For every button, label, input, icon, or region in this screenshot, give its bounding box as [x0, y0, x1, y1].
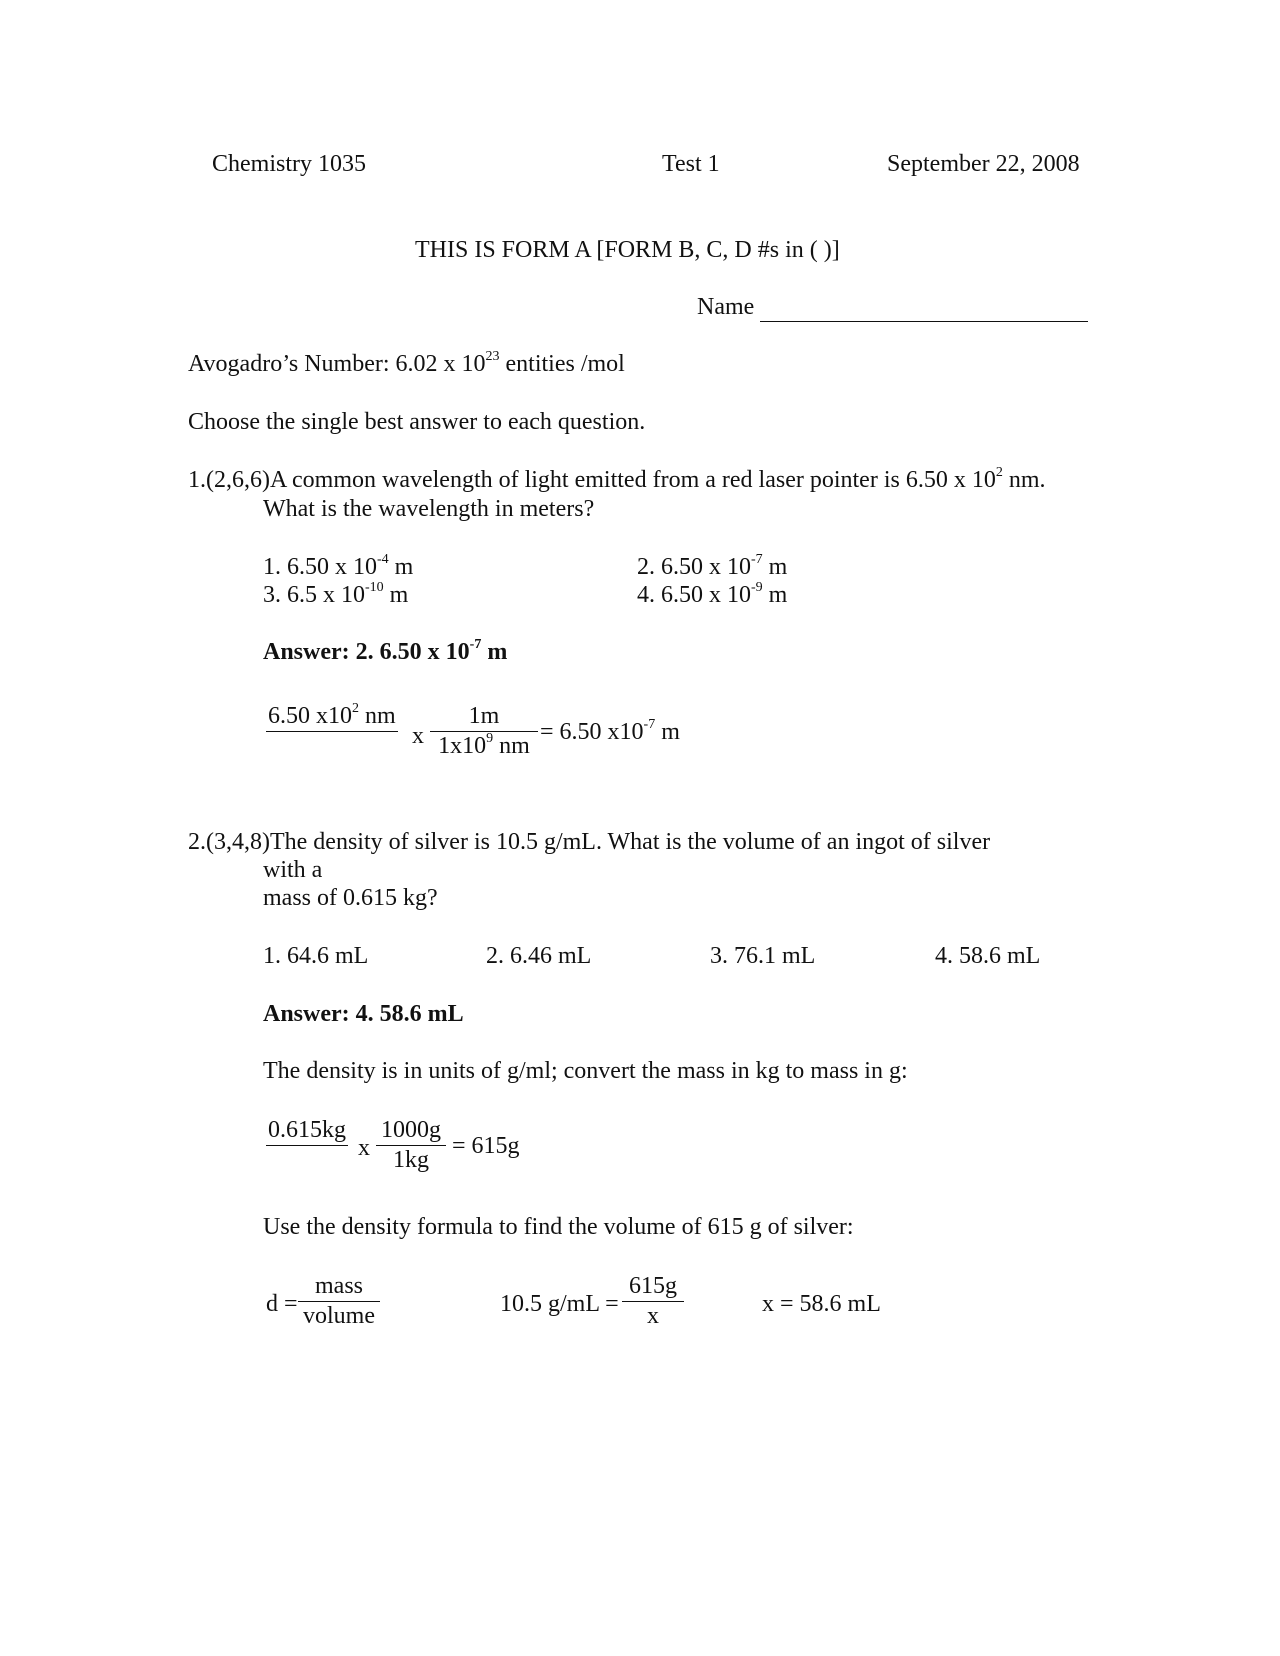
q2-stem-line1: 2.(3,4,8)The density of silver is 10.5 g/mL. What is the volume of an ingot of silver	[188, 829, 991, 855]
q2-explain-1: The density is in units of g/ml; convert the mass in kg to mass in g:	[263, 1058, 908, 1084]
course-title: Chemistry 1035	[212, 151, 366, 177]
q1-answer-base: Answer: 2. 6.50 x 10	[263, 639, 470, 665]
q1-calc-result-base: = 6.50 x10	[540, 719, 644, 745]
q1-calc-num1-unit: nm	[359, 703, 396, 729]
q2-choice-3[interactable]: 3. 76.1 mL	[710, 943, 816, 969]
q1-choice-2-unit: m	[762, 554, 788, 580]
q1-choice-4-exp: -9	[751, 580, 763, 595]
q1-answer	[263, 638, 507, 667]
q2-calc1-fraction-1	[266, 1116, 348, 1174]
q1-calc-denominator-2	[436, 732, 532, 761]
q1-calc-numerator-2: 1m	[468, 703, 500, 729]
q1-calc-num1-base: 6.50 x10	[268, 703, 352, 729]
q1-answer-unit: m	[481, 639, 508, 665]
test-title: Test 1	[662, 151, 720, 177]
q2-formula-lhs: d =	[266, 1291, 298, 1317]
q1-choice-3-unit: m	[383, 582, 409, 608]
instructions: Choose the single best answer to each question.	[188, 409, 646, 435]
q1-choice-4-unit: m	[762, 582, 788, 608]
name-field	[697, 293, 1088, 322]
q1-calc-den2-exp: 9	[486, 730, 494, 746]
name-label: Name	[697, 294, 755, 320]
avogadro-unit: entities /mol	[499, 351, 625, 377]
q2-explain-2: Use the density formula to find the volume of 615 g of silver:	[263, 1214, 854, 1240]
q1-calc-den2-base: 1x10	[438, 732, 487, 759]
q1-calc-result-unit: m	[655, 719, 680, 745]
q1-stem-line2: What is the wavelength in meters?	[263, 496, 595, 522]
q1-choice-1[interactable]	[263, 553, 413, 582]
test-date: September 22, 2008	[887, 151, 1080, 177]
q1-calc-times: x	[412, 723, 424, 749]
q1-calc-result	[540, 718, 680, 747]
q1-choice-3[interactable]	[263, 581, 408, 610]
avogadro-label: Avogadro’s Number: 6.02 x 10	[188, 351, 486, 377]
q1-calc-fraction-1	[266, 702, 398, 760]
q2-choice-2[interactable]: 2. 6.46 mL	[486, 943, 592, 969]
q2-substitution-numerator: 615g	[629, 1273, 677, 1299]
q2-stem-line2: with a	[263, 857, 323, 883]
q1-calc-denominator-1	[330, 732, 334, 760]
q1-choice-1-exp: -4	[377, 552, 389, 567]
q2-stem-line3: mass of 0.615 kg?	[263, 885, 438, 911]
q1-calc-den2-unit: nm	[493, 732, 530, 759]
q1-stem-unit: nm.	[1002, 467, 1046, 493]
q2-formula-fraction	[298, 1272, 380, 1331]
q2-substitution-lhs: 10.5 g/mL =	[500, 1291, 619, 1317]
q2-formula-denominator: volume	[303, 1302, 375, 1329]
q1-calc-num1-exp: 2	[352, 701, 359, 716]
q1-stem-exponent: 2	[995, 465, 1003, 480]
avogadro-exponent: 23	[485, 349, 500, 364]
q1-choice-1-unit: m	[388, 554, 414, 580]
q1-choice-2[interactable]	[637, 553, 787, 582]
q2-calc1-numerator-1: 0.615kg	[268, 1117, 346, 1143]
q2-substitution-fraction	[622, 1272, 684, 1331]
q2-choice-1[interactable]: 1. 64.6 mL	[263, 943, 369, 969]
q2-calc1-denominator-1	[305, 1146, 309, 1174]
form-notice: THIS IS FORM A [FORM B, C, D #s in ( )]	[415, 237, 840, 263]
q2-calc1-result: = 615g	[452, 1133, 520, 1159]
q1-calc-fraction-2	[430, 702, 538, 761]
q2-final-result: x = 58.6 mL	[762, 1291, 881, 1317]
q2-calc1-denominator-2: 1kg	[393, 1146, 429, 1173]
q1-choice-3-base: 3. 6.5 x 10	[263, 582, 365, 608]
q2-formula-numerator: mass	[315, 1273, 363, 1299]
q1-choice-2-base: 2. 6.50 x 10	[637, 554, 751, 580]
avogadro-number	[188, 350, 625, 379]
q2-substitution-denominator: x	[647, 1302, 659, 1329]
q1-choice-3-exp: -10	[365, 580, 384, 595]
q2-answer: Answer: 4. 58.6 mL	[263, 1001, 464, 1027]
q2-calc1-fraction-2	[376, 1116, 446, 1175]
q1-choice-4[interactable]	[637, 581, 787, 610]
q2-choice-4[interactable]: 4. 58.6 mL	[935, 943, 1041, 969]
q1-calc-numerator-1	[266, 702, 398, 731]
q1-choice-4-base: 4. 6.50 x 10	[637, 582, 751, 608]
q1-stem	[188, 466, 1046, 495]
q1-choice-2-exp: -7	[751, 552, 763, 567]
q1-choice-1-base: 1. 6.50 x 10	[263, 554, 377, 580]
q2-calc1-numerator-2: 1000g	[381, 1117, 441, 1143]
q1-answer-exp: -7	[469, 637, 482, 652]
q2-calc1-times: x	[358, 1135, 370, 1161]
name-blank-line	[760, 297, 1088, 322]
q1-stem-text: 1.(2,6,6)A common wavelength of light emitted from a red laser pointer is 6.50 x 10	[188, 467, 996, 493]
q1-calc-result-exp: -7	[643, 717, 656, 732]
